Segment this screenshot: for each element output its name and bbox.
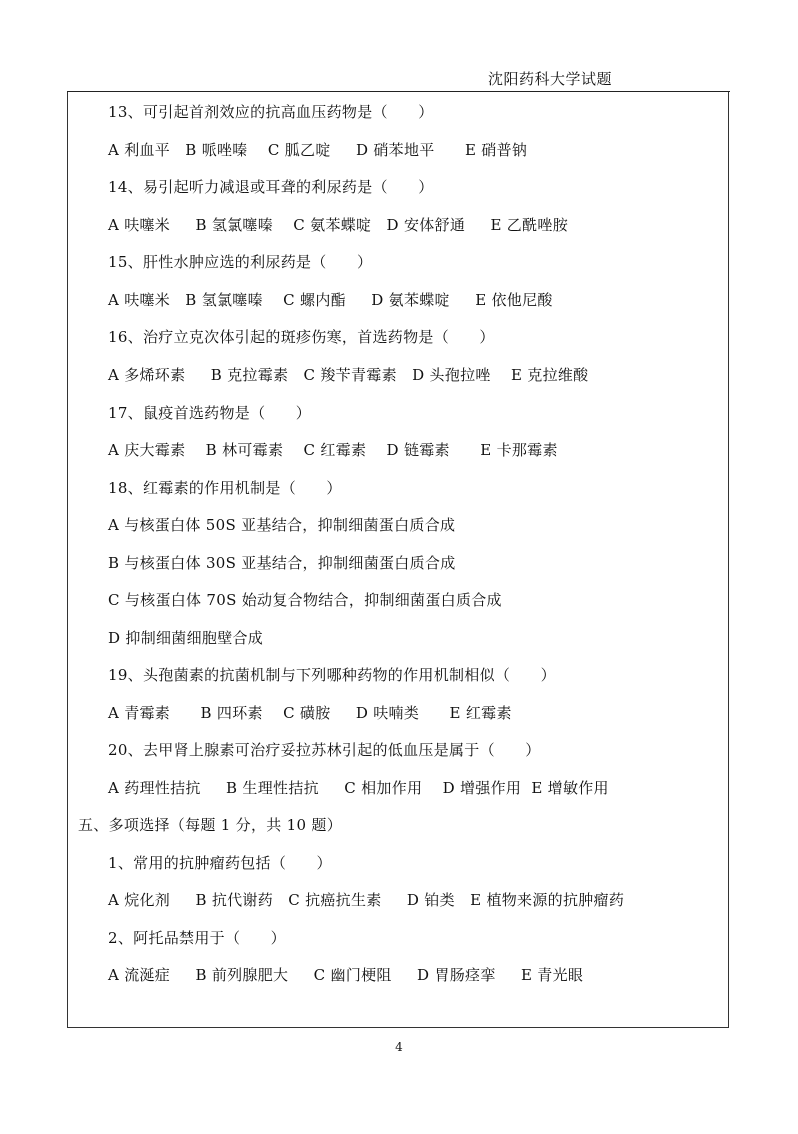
mc-options-1: A 烷化剂 B 抗代谢药 C 抗癌抗生素 D 铂类 E 植物来源的抗肿瘤药 [108, 891, 625, 909]
mc-question-2: 2、阿托品禁用于（ ） [108, 929, 286, 947]
options-13: A 利血平 B 哌唑嗪 C 胍乙啶 D 硝苯地平 E 硝普钠 [108, 141, 528, 159]
options-17: A 庆大霉素 B 林可霉素 C 红霉素 D 链霉素 E 卡那霉素 [108, 441, 558, 459]
question-19: 19、头孢菌素的抗菌机制与下列哪种药物的作用机制相似（ ） [108, 666, 556, 684]
question-17: 17、鼠疫首选药物是（ ） [108, 404, 312, 422]
options-15: A 呋噻米 B 氢氯噻嗪 C 螺内酯 D 氨苯蝶啶 E 依他尼酸 [108, 291, 553, 309]
question-16: 16、治疗立克次体引起的斑疹伤寒，首选药物是（ ） [108, 328, 495, 346]
question-20: 20、去甲肾上腺素可治疗妥拉苏林引起的低血压是属于（ ） [108, 741, 541, 759]
section-heading: 五、多项选择（每题 1 分，共 10 题） [78, 816, 343, 834]
question-14: 14、易引起听力减退或耳聋的利尿药是（ ） [108, 178, 434, 196]
options-14: A 呋噻米 B 氢氯噻嗪 C 氨苯蝶啶 D 安体舒通 E 乙酰唑胺 [108, 216, 569, 234]
mc-options-2: A 流涎症 B 前列腺肥大 C 幽门梗阻 D 胃肠痉挛 E 青光眼 [108, 966, 584, 984]
options-20: A 药理性拮抗 B 生理性拮抗 C 相加作用 D 增强作用 E 增敏作用 [108, 779, 609, 797]
question-13: 13、可引起首剂效应的抗高血压药物是（ ） [108, 103, 434, 121]
option-18-b: B 与核蛋白体 30S 亚基结合，抑制细菌蛋白质合成 [108, 554, 456, 572]
question-18: 18、红霉素的作用机制是（ ） [108, 479, 342, 497]
option-18-c: C 与核蛋白体 70S 始动复合物结合，抑制细菌蛋白质合成 [108, 591, 502, 609]
options-16: A 多烯环素 B 克拉霉素 C 羧苄青霉素 D 头孢拉唑 E 克拉维酸 [108, 366, 589, 384]
options-19: A 青霉素 B 四环素 C 磺胺 D 呋喃类 E 红霉素 [108, 704, 512, 722]
question-15: 15、肝性水肿应选的利尿药是（ ） [108, 253, 373, 271]
option-18-d: D 抑制细菌细胞壁合成 [108, 629, 264, 647]
page-number: 4 [395, 1040, 403, 1054]
mc-question-1: 1、常用的抗肿瘤药包括（ ） [108, 854, 332, 872]
option-18-a: A 与核蛋白体 50S 亚基结合，抑制细菌蛋白质合成 [108, 516, 456, 534]
header-title: 沈阳药科大学试题 [487, 70, 612, 88]
